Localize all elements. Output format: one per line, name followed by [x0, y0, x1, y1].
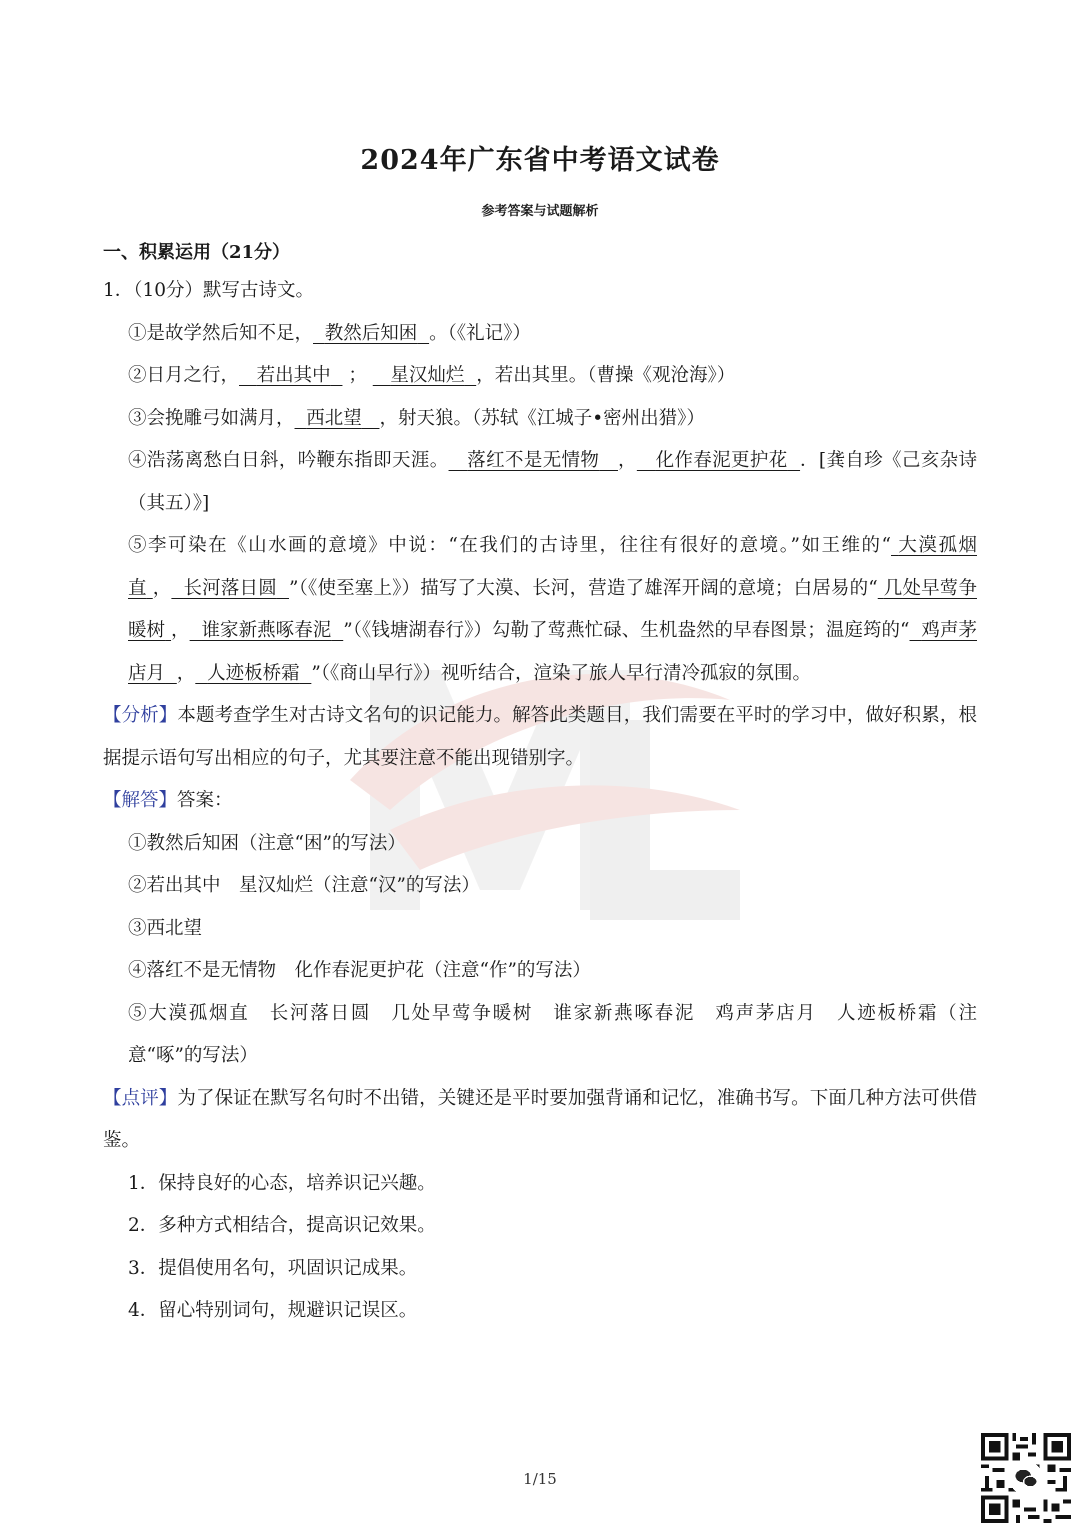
item-text: ⑤李可染在《山水画的意境》中说：“在我们的古诗里，往往有很好的意境。”如王维的“ [128, 535, 891, 556]
item-text: ．[龚自珍《己亥杂诗（其五）》] [128, 450, 977, 514]
answer-text: 答案： [177, 790, 233, 811]
question-item-2 [103, 355, 977, 398]
item-text: ； [348, 365, 367, 386]
method-item: 1．保持良好的心态，培养识记兴趣。 [128, 1172, 436, 1194]
section-heading: 一、积累运用（21分） [103, 242, 291, 263]
item-text: ②日月之行， [128, 365, 240, 386]
comment-text: 为了保证在默写名句时不出错，关键还是平时要加强背诵和记忆，准确书写。下面几种方法可供借鉴。 [103, 1087, 977, 1151]
question-item-3 [103, 398, 977, 441]
answer-line: ③西北望 [128, 917, 203, 939]
item-text: ④浩荡离愁白日斜，吟鞭东指即天涯。 [128, 450, 449, 471]
answer-blank: 星汉灿烂 [390, 365, 465, 386]
comment-paragraph [103, 1078, 977, 1163]
answer-blank: 大漠孤烟直 [128, 535, 977, 599]
item-text: ”（《商山早行》）视听结合，渲染了旅人早行清冷孤寂的氛围。 [311, 662, 812, 684]
question-stem: 1．（10分）默写古诗文。 [103, 280, 315, 301]
page-number: 1/15 [523, 1470, 557, 1488]
method-item: 3．提倡使用名句，巩固识记成果。 [128, 1257, 418, 1279]
document-body [103, 270, 977, 1333]
answer-blank: 鸡声茅店月 [128, 620, 977, 684]
question-item-1 [103, 313, 977, 356]
answer-blank: 教然后知困 [324, 322, 418, 344]
method-item: 4．留心特别词句，规避识记误区。 [128, 1300, 418, 1321]
answer-line: ⑤大漠孤烟直 长河落日圆 几处早莺争暖树 谁家新燕啄春泥 鸡声茅店月 人迹板桥霜（注意“啄”的写法） [128, 1002, 977, 1066]
answer-line: ①教然后知困（注意“困”的写法） [128, 832, 406, 854]
item-text: ”（《使至塞上》）描写了大漠、长河，营造了雄浑开阔的意境；白居易的“ [288, 577, 878, 599]
analysis-paragraph [103, 695, 977, 780]
analysis-tag: 【分析】 [103, 705, 178, 726]
page-title: 2024年广东省中考语文试卷 [360, 145, 720, 176]
answer-blank: 几处早莺争暖树 [128, 577, 977, 641]
question-item-5 [103, 525, 977, 695]
item-text: ， [176, 662, 196, 684]
answer-blank: 谁家新燕啄春泥 [201, 620, 332, 641]
item-text: ，若出其里。（曹操《观沧海》） [476, 365, 736, 386]
item-text: ， [171, 620, 190, 641]
qr-code-icon [980, 1433, 1072, 1523]
item-text: ③会挽雕弓如满月， [128, 407, 295, 429]
item-text: ， [152, 577, 172, 599]
answer-blank: 化作春泥更护花 [655, 450, 788, 471]
answer-blank: 若出其中 [256, 365, 331, 386]
analysis-text: 本题考查学生对古诗文名句的识记能力。解答此类题目，我们需要在平时的学习中，做好积累，根据提示语句写出相应的句子，尤其要注意不能出现错别字。 [103, 705, 977, 769]
answer-blank: 落红不是无情物 [467, 450, 600, 471]
item-text: ①是故学然后知不足， [128, 322, 314, 344]
answer-blank: 西北望 [306, 407, 362, 429]
answer-blank: 长河落日圆 [183, 577, 277, 599]
comment-tag: 【点评】 [103, 1087, 178, 1109]
answer-line: ②若出其中 星汉灿烂（注意“汉”的写法） [128, 875, 480, 896]
answer-paragraph [103, 780, 977, 823]
answer-tag: 【解答】 [103, 790, 178, 811]
question-item-4 [103, 440, 977, 525]
method-item: 2．多种方式相结合，提高识记效果。 [128, 1215, 436, 1236]
answer-line: ④落红不是无情物 化作春泥更护花（注意“作”的写法） [128, 960, 591, 981]
item-text: ， [617, 450, 637, 471]
page-subtitle: 参考答案与试题解析 [481, 204, 599, 219]
item-text: ”（《钱塘湖春行》）勾勒了莺燕忙碌、生机盎然的早春图景；温庭筠的“ [343, 620, 910, 641]
item-text: ，射天狼。（苏轼《江城子•密州出猎》） [379, 407, 705, 429]
answer-blank: 人迹板桥霜 [207, 662, 300, 684]
item-text: 。（《礼记》） [429, 322, 531, 344]
